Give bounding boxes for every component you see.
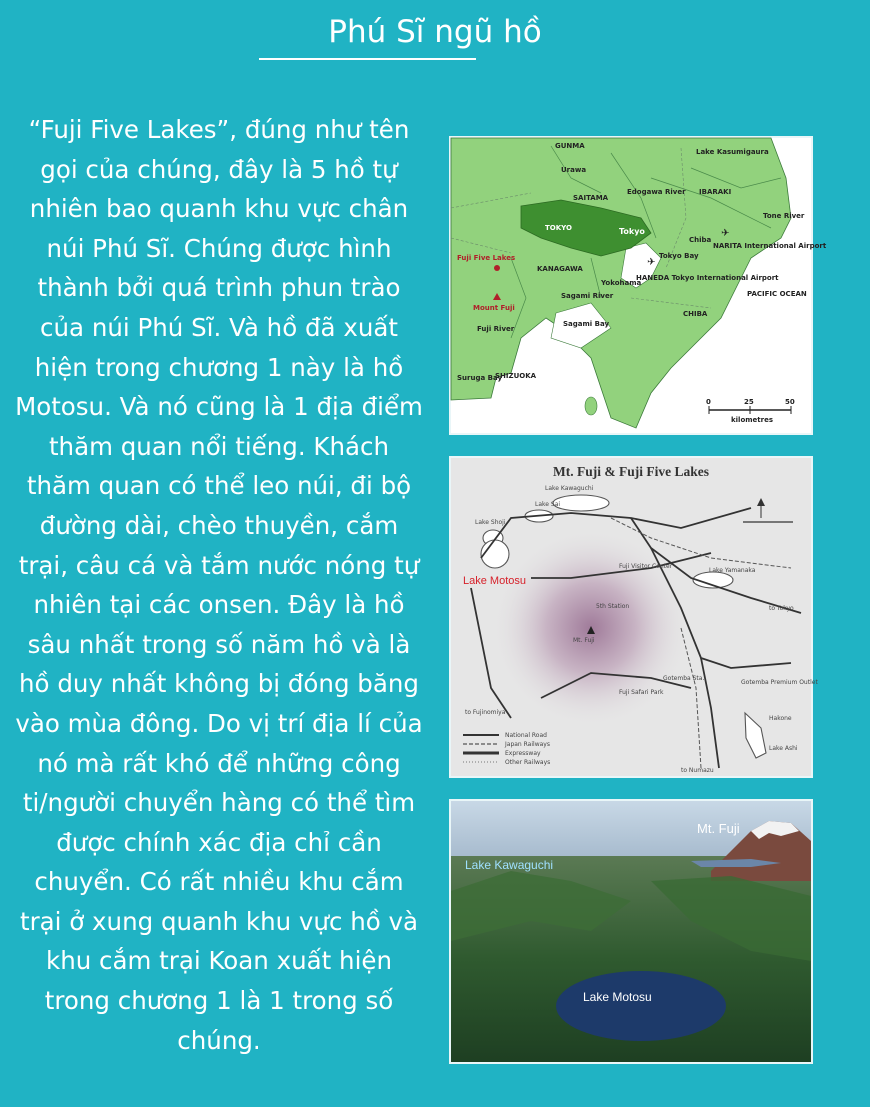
lake-kawaguchi xyxy=(553,495,609,511)
scale-tick-25: 25 xyxy=(744,398,754,406)
paragraph-text: “Fuji Five Lakes”, đúng như tên gọi của chúng, đây là 5 hồ tự nhiên bao quanh khu vực chân núi Phú Sĩ. Chúng được hình thành bởi quá trình phun trào của núi Phú Sĩ. Và hồ đã xuất hiện trong chương 1 này là hồ Motosu. Và nó cũng là 1 địa điểm thăm quan nổi tiếng. Khách thăm quan có thể leo núi, đi bộ đường dài, chèo thuyền, cắm trại, câu cá và tắm nước nóng tự nhiên tại các onsen. Đây là hồ sâu nhất trong số năm hồ và là hồ duy nhất không bị đóng băng vào mùa đông. Do vị trí địa lí của nó mà rất khó để những công ti/người chuyển hàng có thể tìm được chính xác địa chỉ cần chuyển. Có rất nhiều khu cắm trại ở xung quanh khu vực hồ và khu cắm trại Koan xuất hiện trong chương 1 là 1 trong số chúng. xyxy=(15,115,423,1055)
label-lake-motosu-highlight: Lake Motosu xyxy=(463,575,526,587)
label-5th-station: 5th Station xyxy=(596,603,630,610)
label-shizuoka: SHIZUOKA xyxy=(495,372,537,380)
label-sagami-river: Sagami River xyxy=(561,292,614,300)
label-sagami-bay: Sagami Bay xyxy=(563,320,610,328)
lake-motosu xyxy=(481,540,509,568)
scale-tick-0: 0 xyxy=(706,398,711,406)
label-mount-fuji: Mount Fuji xyxy=(473,304,515,312)
label-mt-fuji: Mt. Fuji xyxy=(573,637,595,644)
legend-japan-railways: Japan Railways xyxy=(505,741,550,748)
aerial-photo-svg xyxy=(451,801,811,1062)
airplane-icon-haneda: ✈ xyxy=(647,257,656,268)
legend-other-railways: Other Railways xyxy=(505,759,551,766)
legend-expressway: Expressway xyxy=(505,750,541,757)
label-visitor-center: Fuji Visitor Center xyxy=(619,563,673,570)
label-lake-yamanaka: Lake Yamanaka xyxy=(709,567,756,574)
label-lake-motosu-photo: Lake Motosu xyxy=(583,990,652,1004)
fuji-five-lakes-map xyxy=(449,456,818,778)
scale-unit: kilometres xyxy=(731,416,774,424)
label-ibaraki: IBARAKI xyxy=(699,188,732,196)
label-suruga-bay: Suruga Bay xyxy=(457,374,503,382)
label-safari-park: Fuji Safari Park xyxy=(619,689,664,696)
label-lake-kawaguchi-photo: Lake Kawaguchi xyxy=(465,858,554,872)
aerial-photo xyxy=(449,799,813,1064)
label-to-numazu: to Numazu xyxy=(681,767,714,774)
label-fuji-five-lakes: Fuji Five Lakes xyxy=(457,254,516,262)
kanto-region-map xyxy=(449,136,827,435)
body-paragraph xyxy=(14,110,424,1060)
label-fuji-river: Fuji River xyxy=(477,325,515,333)
label-pacific-ocean: PACIFIC OCEAN xyxy=(747,290,807,298)
scale-tick-50: 50 xyxy=(785,398,795,406)
label-lake-shoji: Lake Shoji xyxy=(475,519,506,526)
label-urawa: Urawa xyxy=(561,166,587,174)
kanto-map-svg xyxy=(451,138,827,433)
label-chiba-city: Chiba xyxy=(689,236,712,244)
label-lake-kawaguchi: Lake Kawaguchi xyxy=(545,485,594,492)
label-to-fujinomiya: to Fujinomiya xyxy=(465,709,506,716)
label-hakone: Hakone xyxy=(769,715,792,722)
airplane-icon: ✈ xyxy=(721,228,730,239)
label-lake-sai: Lake Sai xyxy=(535,501,561,508)
label-haneda: HANEDA Tokyo International Airport xyxy=(636,274,779,282)
map2-title: Mt. Fuji & Fuji Five Lakes xyxy=(553,464,709,479)
label-tokyo-prefecture: TOKYO xyxy=(545,224,572,232)
fuji-five-lakes-marker xyxy=(494,265,500,271)
page-title: Phú Sĩ ngũ hồ xyxy=(328,14,542,50)
label-mt-fuji-photo: Mt. Fuji xyxy=(697,821,740,836)
label-gotemba-outlet: Gotemba Premium Outlet xyxy=(741,679,818,686)
label-tokyo-bay: Tokyo Bay xyxy=(659,252,699,260)
label-gotemba: Gotemba Sta. xyxy=(663,675,705,682)
label-lake-kasumigaura: Lake Kasumigaura xyxy=(696,148,769,156)
lake-motosu-water xyxy=(556,971,726,1041)
label-to-tokyo: to Tokyo xyxy=(769,605,794,612)
label-narita: NARITA International Airport xyxy=(713,242,827,250)
fuji-map-svg xyxy=(451,458,818,776)
label-yokohama: Yokohama xyxy=(601,279,642,287)
label-kanagawa: KANAGAWA xyxy=(537,265,583,273)
label-tone-river: Tone River xyxy=(763,212,805,220)
label-saitama: SAITAMA xyxy=(573,194,609,202)
legend-national-road: National Road xyxy=(505,732,547,739)
label-edogawa-river: Edogawa River xyxy=(627,188,686,196)
label-lake-ashi: Lake Ashi xyxy=(769,745,798,752)
title-underline xyxy=(259,58,476,60)
label-chiba-prefecture: CHIBA xyxy=(683,310,708,318)
label-tokyo-city: Tokyo xyxy=(619,227,645,236)
label-gunma: GUNMA xyxy=(555,142,585,150)
island xyxy=(585,397,597,415)
